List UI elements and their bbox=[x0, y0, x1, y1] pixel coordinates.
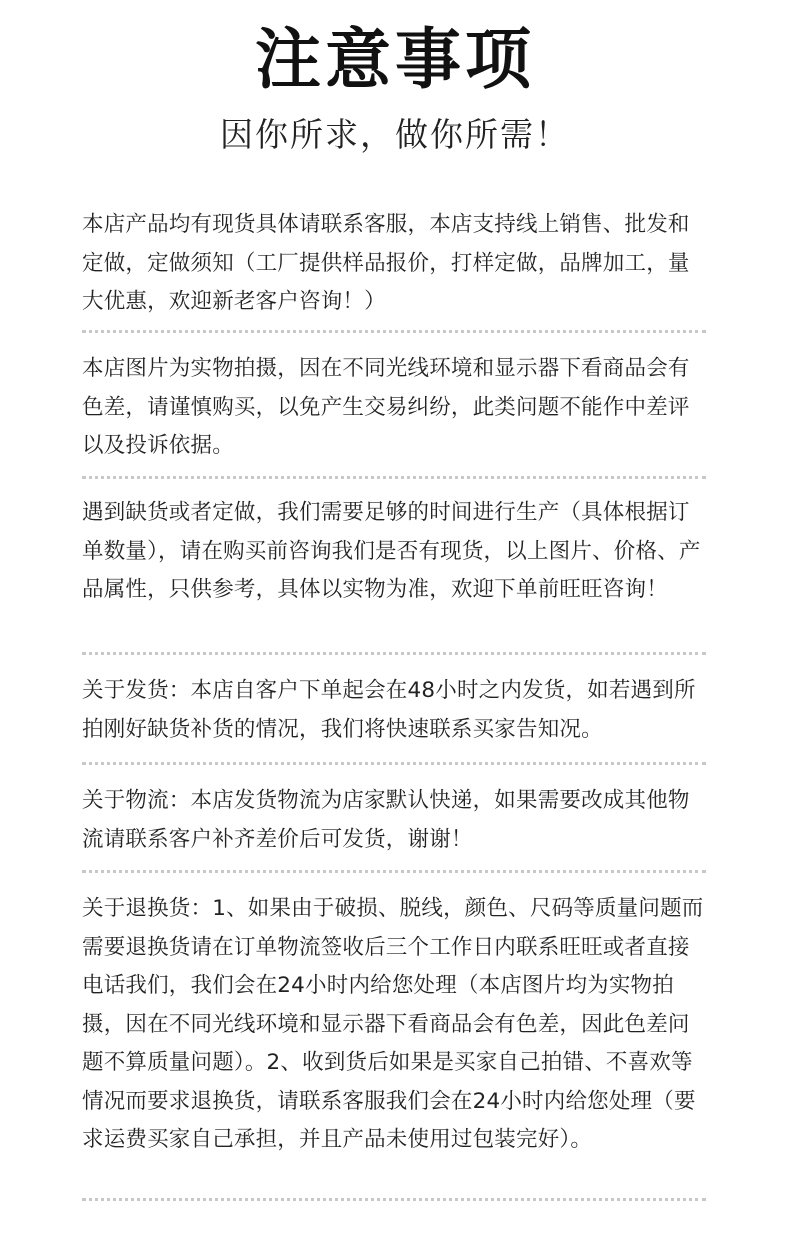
dotted-divider bbox=[82, 1198, 706, 1201]
dotted-divider bbox=[82, 870, 706, 873]
dotted-divider bbox=[82, 476, 706, 479]
notice-stock-and-custom: 本店产品均有现货具体请联系客服，本店支持线上销售、批发和定做，定做须知（工厂提供样品报价，打样定做，品牌加工，量大优惠，欢迎新老客户咨询！） bbox=[82, 212, 690, 314]
dotted-divider bbox=[82, 330, 706, 333]
page-title: 注意事项 bbox=[255, 21, 535, 98]
notice-color-difference: 本店图片为实物拍摄，因在不同光线环境和显示器下看商品会有色差，请谨慎购买，以免产生交易纠纷，此类问题不能作中差评以及投诉依据。 bbox=[82, 356, 690, 458]
notice-out-of-stock: 遇到缺货或者定做，我们需要足够的时间进行生产（具体根据订单数量），请在购买前咨询我们是否有现货，以上图片、价格、产品属性，只供参考，具体以实物为准，欢迎下单前旺旺咨询！ bbox=[82, 500, 701, 602]
dotted-divider bbox=[82, 652, 706, 655]
dotted-divider bbox=[82, 762, 706, 765]
page-subtitle: 因你所求，做你所需！ bbox=[220, 115, 570, 154]
notice-logistics: 关于物流：本店发货物流为店家默认快递，如果需要改成其他物流请联系客户补齐差价后可发货，谢谢！ bbox=[82, 788, 690, 852]
notice-shipping: 关于发货：本店自客户下单起会在48小时之内发货，如若遇到所拍刚好缺货补货的情况，我们将快速联系买家告知况。 bbox=[82, 678, 696, 742]
notice-returns: 关于退换货：1、如果由于破损、脱线，颜色、尺码等质量问题而需要退换货请在订单物流签收后三个工作日内联系旺旺或者直接电话我们，我们会在24小时内给您处理（本店图片均为实物拍摄，因在不同光线环境和显示器下看商品会有色差，因此色差问题不算质量问题）。2、收到货后如果是买家自己拍错、不喜欢等情况而要求退换货，请联系客服我们会在24小时内给您处理（要求运费买家自己承担，并且产品未使用过包装完好）。 bbox=[82, 896, 704, 1152]
